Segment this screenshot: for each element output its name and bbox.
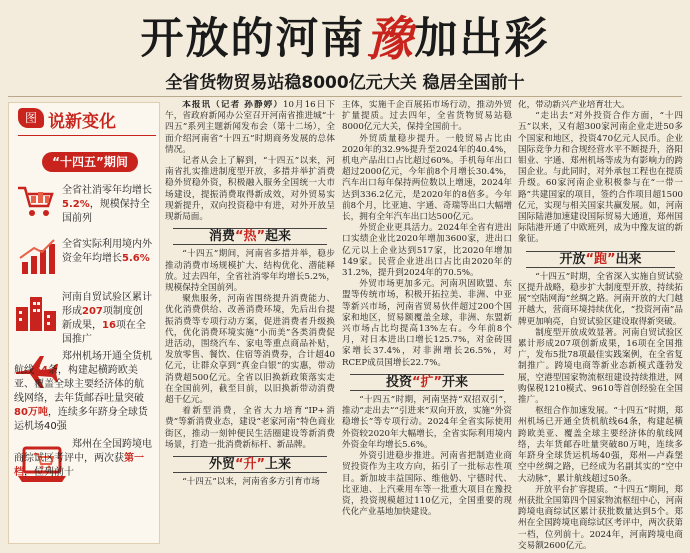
- shopping-cart-icon: [16, 182, 56, 220]
- paragraph: “走出去”对外投资合作方面，“十四五”以来，又有超300家河南企业走进50多个国家和地区，投资470亿元人民币。企业国际竞争力和合规经营水平不断提升，洛阳钼业、宇通、郑州机场等成为有影响力的跨国企业。与此同时，对外承包工程也在提质升级。60家河南企业积极参与在“一带一路”共建国家的项目，签约合作项目超1500亿元，实现与相关国家共赢发展。如，河南国际陆港加速建设国际贸易大通道，郑州国际陆港开通了中欧班列，成为中豫友谊的新象征。: [518, 111, 683, 245]
- article-column-3: [518, 100, 683, 550]
- sidebar-item-airport: 郑州机场开通全货机航线64条，构建起横跨欧美亚、覆盖全球主要经济体的航线网络，去年货邮吞吐量突破80万吨，连续多年跻身全球货运机场40强: [14, 351, 152, 432]
- paragraph: 聚焦服务，河南省围绕提升消费能力、优化消费供给、改善消费环境，先后出台提振消费等专项行动方案，促进消费者升级换代，优化消费环境实施“小而美”各类消费促进活动，围绕汽车、家电等重点商品补贴，发放零售、餐饮、住宿等消费券，合计超40亿元，让群众享到“真金白银”的实惠，带动消费超500亿元。全省以旧换新政策落实走在全国前列，截至目前，以旧换新带动消费超千亿元。: [165, 294, 335, 406]
- paragraph: 外资引进稳步推进。河南省把制造业商贸投资作为主攻方向，拓引了一批标志性项目。新加坡丰益国际、维他奶、宁德时代、比亚迪、上汽乘用车等一批重大项目在豫投资，投资规模超过110亿元，全国重要的现代化产业基地加快建设。: [342, 451, 512, 518]
- subheadline: 全省货物贸易站稳8000亿元大关 稳居全国前十: [165, 73, 525, 93]
- section-heading-investment: 投资“扩”开来: [350, 374, 504, 391]
- growth-chart-icon: [18, 238, 58, 276]
- paragraph: 外贸市场更加多元。河南巩固欧盟、东盟等传统市场，积极开拓拉美、非洲、中亚等新兴市场，河南省贸易伙伴超过200个国家和地区，贸易额覆盖全球，非洲、东盟新兴市场占比均提高13%左右。今年前8个月，对日本进出口增长125.7%，对金砖国家增长37.4%，对非洲增长26.5%，对RCEP成员国增长22.7%。: [342, 279, 512, 368]
- paragraph: “十四五”时期，河南坚持“双招双引”，推动“走出去”“引进来”双向开放，实施“外资稳增长”等专项行动。2024年全省实际使用外资较2020年大幅增长，全省实际利用境内外资金年均增长5.6%。: [342, 395, 512, 450]
- paragraph: 记者从会上了解到，“十四五”以来，河南省扎实推进制度型开放，多措并举扩消费稳外贸稳外资，积极融入服务全国统一大市场建设，提振消费取得新成效，对外贸易实现新提升，双向投资稳中有进，对外开放呈现新局面。: [165, 156, 335, 223]
- sidebar-item-retail: 全省社消零年均增长5.2%，规模保持全国前列: [62, 185, 152, 224]
- speech-badge-icon: 图: [18, 108, 44, 128]
- paragraph: 外贸企业更具活力。2024年全省有进出口实绩企业比2020年增加3600家，进出口亿元以上企业达到517家，比2020年增加149家。民营企业进出口占比由2020年的31.2%，提升到2024年的70.5%。: [342, 223, 512, 279]
- period-tag: “十四五”期间: [42, 152, 138, 172]
- paragraph: 主体，实施千企百展拓市场行动，推动外贸扩量提质。过去四年，全省货物贸易站稳8000亿元大关，保持全国前十。: [342, 100, 512, 133]
- section-heading-consumption: 消费“热”起来: [173, 228, 327, 245]
- paragraph: 本报讯（记者 孙静婷）10月16日下午，省政府新闻办公室召开河南省推进城“十四五”系列主题新闻发布会（第十二场），全面介绍河南省“十四五”时期商务发展的总体情况。: [165, 100, 335, 155]
- paragraph: “十四五”时期，全省深入实施自贸试验区提升战略，稳步扩大制度型开放，持续拓展“空陆网海”丝绸之路。河南开放的大门越开越大，营商环境持续优化，“投资河南”品牌更加响亮，自贸试验区建设取得新突破。: [518, 271, 683, 327]
- paragraph: 着新型消费，全省大力培育“IP+消费”等新消费业态，建设“老家河南”特色商业街区，推动一刻钟便民生活圈建设等新消费场景，打造一批消费新标杆、新品牌。: [165, 406, 335, 450]
- paragraph: “十四五”期间，河南省多措并举，稳步推动消费市场规模扩大、结构优化、潜能释放。过去四年，全省社消零年均增长5.2%，规模保持全国前列。: [165, 249, 335, 294]
- sidebar-title-text: 说新变化: [48, 112, 116, 132]
- paragraph: 化，带动新兴产业培育壮大。: [518, 100, 630, 110]
- buildings-icon: [14, 293, 58, 333]
- sidebar-title-underline: [18, 135, 156, 136]
- article-column-2: [342, 100, 512, 550]
- paragraph: 外贸质量稳步提升。一般贸易占比由2020年的32.9%提升至2024年的40.4%，机电产品出口占比超过60%。手机每年出口超过2000亿元，今年前8个月增长30.4%，汽车出口每年保持两位数以上增速，2024年达到336.2亿元，是2020年的8倍多。今年前8个月，比亚迪、宇通、奇瑞等出口大幅增长，拥有全年汽车出口达500亿元。: [342, 133, 512, 223]
- sidebar-title: [18, 106, 153, 132]
- sidebar-item-ftz: 河南自贸试验区累计形成207项制度创新成果，16项在全国推广: [62, 292, 152, 345]
- page-headline: [0, 2, 690, 67]
- paragraph: “十四五”以来，河南省多方引育市场: [182, 477, 320, 488]
- paragraph: 开放平台扩容提质。“十四五”期间，郑州获批全国第四个国家物流枢纽中心，河南跨境电商综试区累计获批数量达到5个。郑州在全国跨境电商综试区考评中，两次获第一档，位列前十。2024年，河南跨境电商交易额2600亿元。: [518, 484, 683, 550]
- header-divider: [8, 96, 682, 97]
- sidebar-item-ecommerce: 郑州在全国跨境电商综试区考评中，两次获第一档，位列前十: [14, 439, 152, 478]
- section-heading-trade: 外贸“升”上来: [173, 456, 327, 473]
- headline-part2: 加出彩: [414, 14, 550, 64]
- paragraph: 制度型开放成效显著。河南自贸试验区累计形成207项创新成果，16项在全国推广，发布5批78项最佳实践案例，在全省复制推广。跨境电商等新业态新模式蓬勃发展，空港型国家物流枢纽建设持续推进，网购保税1210模式、9610等首创经验在全国推广。: [518, 327, 683, 406]
- sidebar-item-investment: 全省实际利用境内外资金年均增长5.6%: [62, 239, 152, 264]
- headline-accent-char: 豫: [365, 12, 415, 67]
- section-heading-opening: 开放“跑”出来: [526, 251, 675, 268]
- article-column-1: [165, 100, 335, 550]
- paragraph: 枢纽合作加速发展。“十四五”时期，郑州机场已开通全货机航线64条，构建起横跨欧美亚、覆盖全球主要经济体的航线网络，去年货邮吞吐量突破80万吨，连续多年跻身全球货运机场40强，郑州—卢森堡空中丝绸之路，已经成为名副其实的“空中大动脉”，累计航线超过50条。: [518, 406, 683, 484]
- headline-part1: 开放的河南: [140, 14, 366, 64]
